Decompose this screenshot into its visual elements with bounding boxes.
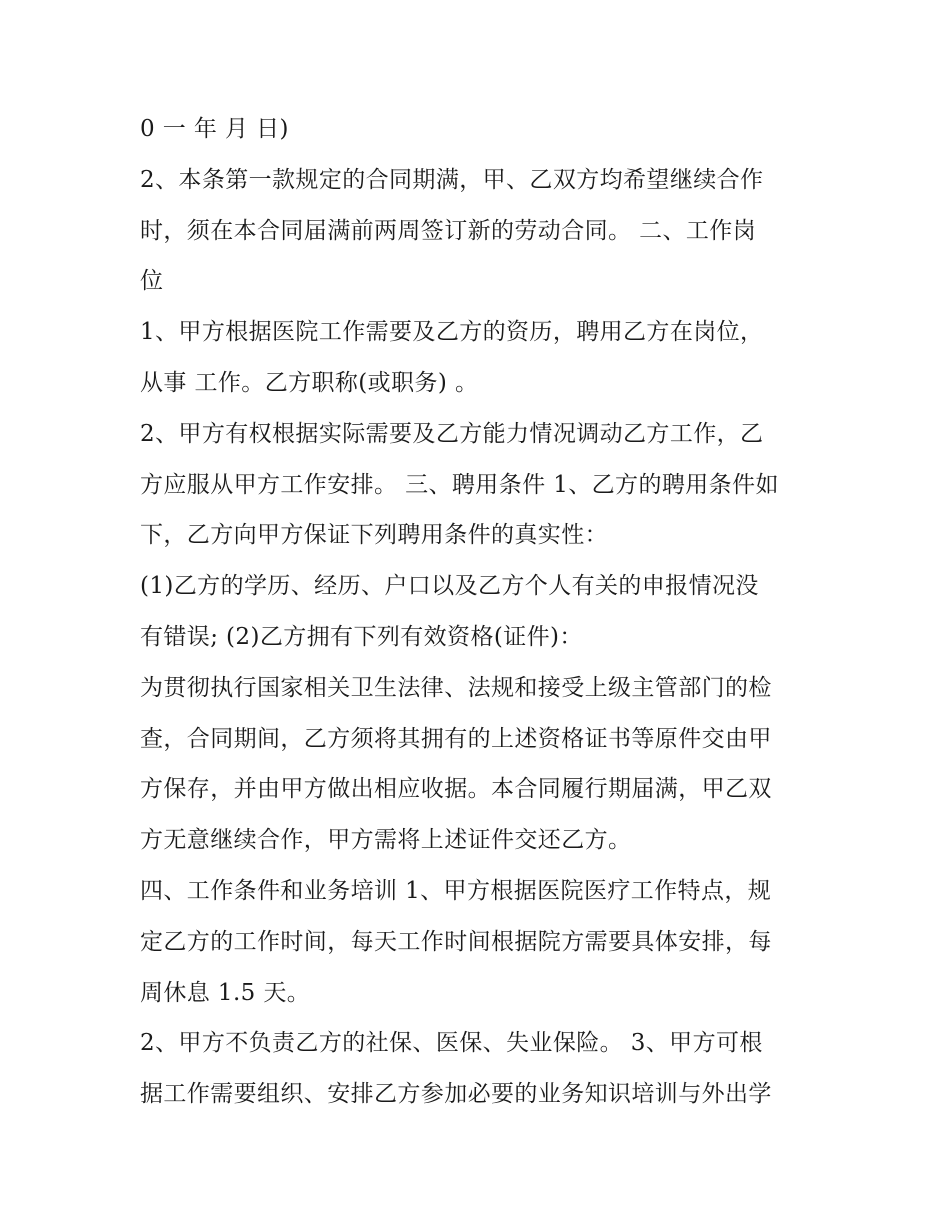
contract-text-body [140, 104, 820, 1120]
text-line: 2、本条第一款规定的合同期满，甲、乙双方均希望继续合作 [140, 166, 764, 193]
text-line: 方保存，并由甲方做出相应收据。本合同履行期届满，甲乙双 [140, 776, 772, 803]
text-line: 为贯彻执行国家相关卫生法律、法规和接受上级主管部门的检 [140, 674, 772, 701]
text-line: 周休息 1.5 天。 [140, 979, 311, 1006]
text-line: 1、甲方根据医院工作需要及乙方的资历，聘用乙方在岗位， [140, 319, 764, 346]
text-line: 据工作需要组织、安排乙方参加必要的业务知识培训与外出学 [140, 1081, 772, 1108]
text-line: 四、工作条件和业务培训 1、甲方根据医院医疗工作特点，规 [140, 877, 772, 904]
text-line: (1)乙方的学历、经历、户口以及乙方个人有关的申报情况没 [140, 573, 759, 600]
text-line: 从事 工作。乙方职称(或职务) 。 [140, 369, 479, 396]
text-line: 定乙方的工作时间，每天工作时间根据院方需要具体安排，每 [140, 928, 772, 955]
text-line: 2、甲方不负责乙方的社保、医保、失业保险。 3、甲方可根 [140, 1030, 763, 1057]
text-line: 方无意继续合作，甲方需将上述证件交还乙方。 [140, 827, 632, 854]
text-line: 方应服从甲方工作安排。 三、聘用条件 1、乙方的聘用条件如 [140, 471, 779, 498]
text-line: 0 一 年 月 日) [140, 116, 289, 142]
text-line: 查，合同期间，乙方须将其拥有的上述资格证书等原件交由甲 [140, 725, 772, 752]
text-line: 2、甲方有权根据实际需要及乙方能力情况调动乙方工作，乙 [140, 420, 764, 447]
text-line: 有错误; (2)乙方拥有下列有效资格(证件)： [140, 623, 583, 650]
text-line: 时，须在本合同届满前两周签订新的劳动合同。 二、工作岗 [140, 217, 757, 244]
text-line: 位 [140, 268, 164, 295]
text-line: 下，乙方向甲方保证下列聘用条件的真实性： [140, 522, 608, 549]
